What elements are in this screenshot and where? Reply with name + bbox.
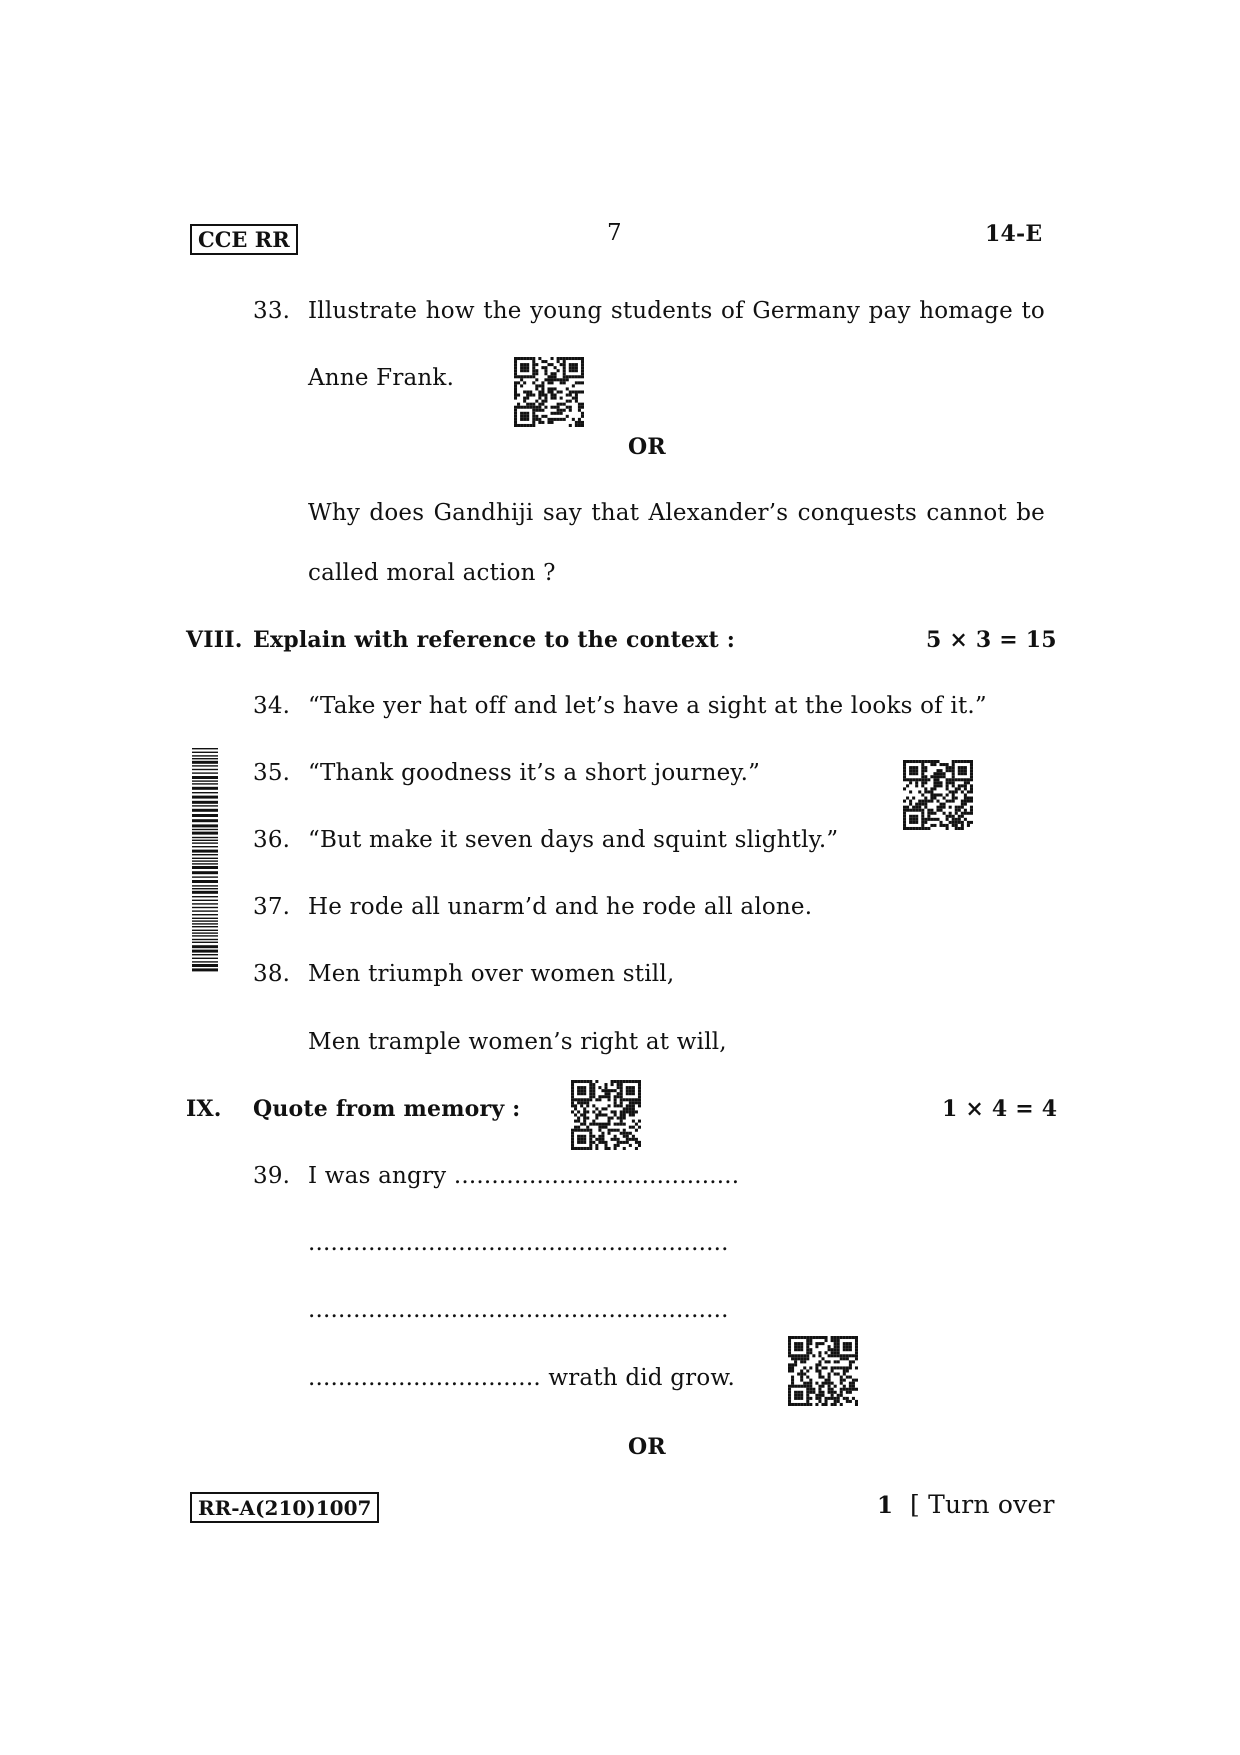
q33-number: 33. xyxy=(253,298,291,324)
q39-line2: ........................................................ xyxy=(308,1230,729,1256)
qr-code-icon xyxy=(788,1336,858,1406)
footer-number: 1 xyxy=(877,1492,894,1519)
q34-text: “Take yer hat off and let’s have a sight at the looks of it.” xyxy=(308,693,987,719)
q36-text: “But make it seven days and squint slightly.” xyxy=(308,827,839,853)
q38-number: 38. xyxy=(253,961,291,987)
q37-number: 37. xyxy=(253,894,291,920)
header-code-box: CCE RR xyxy=(190,224,298,255)
q33-line1: Illustrate how the young students of Germany pay homage to xyxy=(308,298,1045,324)
q39-line1: I was angry ...................................... xyxy=(308,1163,740,1189)
section-9-marks: 1 × 4 = 4 xyxy=(942,1096,1058,1122)
q35-text: “Thank goodness it’s a short journey.” xyxy=(308,760,761,786)
q36-number: 36. xyxy=(253,827,291,853)
turn-over-label: [ Turn over xyxy=(910,1490,1055,1519)
q33-alt-line1: Why does Gandhiji say that Alexander’s conquests cannot be xyxy=(308,500,1045,526)
section-8-roman: VIII. xyxy=(186,627,243,653)
section-8-marks: 5 × 3 = 15 xyxy=(926,627,1057,653)
or-separator: OR xyxy=(628,434,666,460)
q37-text: He rode all unarm’d and he rode all alone. xyxy=(308,894,813,920)
qr-code-icon xyxy=(571,1080,641,1150)
q39-number: 39. xyxy=(253,1163,291,1189)
q33-line2: Anne Frank. xyxy=(308,365,455,391)
qr-code-icon xyxy=(903,760,973,830)
q39-line3: ........................................................ xyxy=(308,1297,729,1323)
page-number: 7 xyxy=(607,220,622,246)
q35-number: 35. xyxy=(253,760,291,786)
section-8-title: Explain with reference to the context : xyxy=(253,627,736,653)
section-9-title: Quote from memory : xyxy=(253,1096,521,1122)
qr-code-icon xyxy=(514,357,584,427)
q33-alt-line2: called moral action ? xyxy=(308,560,556,586)
footer-code-box: RR-A(210)1007 xyxy=(190,1492,379,1523)
or-separator: OR xyxy=(628,1434,666,1460)
q34-number: 34. xyxy=(253,693,291,719)
q39-line4: ............................... wrath did grow. xyxy=(308,1365,736,1391)
q38-text: Men triumph over women still, xyxy=(308,961,675,987)
section-9-roman: IX. xyxy=(186,1096,222,1122)
paper-code: 14-E xyxy=(985,221,1043,247)
barcode-icon xyxy=(192,748,218,974)
q38-line2: Men trample women’s right at will, xyxy=(308,1029,727,1055)
